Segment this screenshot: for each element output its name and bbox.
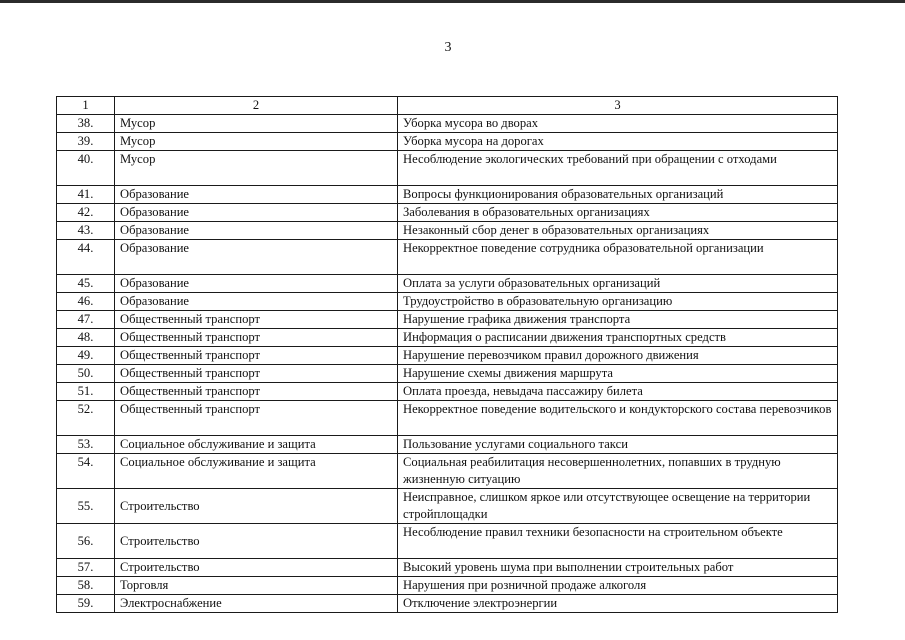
- row-topic-cell: Социальная реабилитация несовершеннолетних, попавших в трудную жизненную ситуацию: [398, 454, 838, 489]
- column-header-category: 2: [115, 97, 398, 115]
- column-header-number: 1: [57, 97, 115, 115]
- row-number-cell: 49.: [57, 347, 115, 365]
- row-category-cell: Мусор: [115, 133, 398, 151]
- row-topic-cell: Некорректное поведение сотрудника образовательной организации: [398, 240, 838, 275]
- row-number-cell: 46.: [57, 293, 115, 311]
- row-number-cell: 53.: [57, 436, 115, 454]
- row-topic-cell: Вопросы функционирования образовательных организаций: [398, 186, 838, 204]
- table-row: [57, 204, 838, 222]
- table-row: [57, 559, 838, 577]
- row-category-cell: Электроснабжение: [115, 595, 398, 613]
- row-number-cell: 38.: [57, 115, 115, 133]
- page-number: 3: [444, 40, 452, 55]
- table-row: [57, 151, 838, 186]
- row-category-cell: Общественный транспорт: [115, 347, 398, 365]
- row-category-cell: Образование: [115, 222, 398, 240]
- table-row: [57, 222, 838, 240]
- table-row: [57, 454, 838, 489]
- row-topic-cell: Высокий уровень шума при выполнении строительных работ: [398, 559, 838, 577]
- row-category-cell: Социальное обслуживание и защита: [115, 436, 398, 454]
- row-category-cell: Общественный транспорт: [115, 365, 398, 383]
- row-category-cell: Общественный транспорт: [115, 383, 398, 401]
- row-category-cell: Образование: [115, 275, 398, 293]
- row-category-cell: Общественный транспорт: [115, 329, 398, 347]
- row-number-cell: 48.: [57, 329, 115, 347]
- row-topic-cell: Оплата проезда, невыдача пассажиру билета: [398, 383, 838, 401]
- table-row: [57, 133, 838, 151]
- page-top-edge: [0, 0, 905, 3]
- row-topic-cell: Пользование услугами социального такси: [398, 436, 838, 454]
- row-topic-cell: Несоблюдение правил техники безопасности на строительном объекте: [398, 524, 838, 559]
- row-number-cell: 41.: [57, 186, 115, 204]
- row-category-cell: Строительство: [115, 559, 398, 577]
- row-category-cell: Социальное обслуживание и защита: [115, 454, 398, 489]
- row-number-cell: 51.: [57, 383, 115, 401]
- table-row: [57, 347, 838, 365]
- row-category-cell: Строительство: [115, 489, 398, 524]
- table-row: [57, 383, 838, 401]
- table-row: [57, 311, 838, 329]
- table-row: [57, 365, 838, 383]
- table-row: [57, 275, 838, 293]
- row-topic-cell: Информация о расписании движения транспортных средств: [398, 329, 838, 347]
- table-row: [57, 293, 838, 311]
- document-table: [56, 96, 838, 613]
- row-category-cell: Образование: [115, 293, 398, 311]
- column-header-topic: 3: [398, 97, 838, 115]
- table-row: [57, 489, 838, 524]
- row-number-cell: 44.: [57, 240, 115, 275]
- row-category-cell: Образование: [115, 186, 398, 204]
- table-header-row: [57, 97, 838, 115]
- row-number-cell: 47.: [57, 311, 115, 329]
- row-number-cell: 59.: [57, 595, 115, 613]
- row-number-cell: 55.: [57, 489, 115, 524]
- row-number-cell: 45.: [57, 275, 115, 293]
- row-topic-cell: Некорректное поведение водительского и кондукторского состава перевозчиков: [398, 401, 838, 436]
- row-topic-cell: Трудоустройство в образовательную организацию: [398, 293, 838, 311]
- row-number-cell: 42.: [57, 204, 115, 222]
- row-number-cell: 52.: [57, 401, 115, 436]
- row-number-cell: 40.: [57, 151, 115, 186]
- row-topic-cell: Неисправное, слишком яркое или отсутствующее освещение на территории стройплощадки: [398, 489, 838, 524]
- table-row: [57, 577, 838, 595]
- row-number-cell: 50.: [57, 365, 115, 383]
- table-row: [57, 401, 838, 436]
- table-row: [57, 186, 838, 204]
- row-number-cell: 57.: [57, 559, 115, 577]
- row-number-cell: 56.: [57, 524, 115, 559]
- row-topic-cell: Нарушение перевозчиком правил дорожного движения: [398, 347, 838, 365]
- row-category-cell: Мусор: [115, 151, 398, 186]
- row-category-cell: Строительство: [115, 524, 398, 559]
- row-category-cell: Образование: [115, 240, 398, 275]
- row-topic-cell: Заболевания в образовательных организациях: [398, 204, 838, 222]
- row-number-cell: 43.: [57, 222, 115, 240]
- table-row: [57, 329, 838, 347]
- table-row: [57, 115, 838, 133]
- row-topic-cell: Нарушения при розничной продаже алкоголя: [398, 577, 838, 595]
- table-row: [57, 524, 838, 559]
- row-category-cell: Общественный транспорт: [115, 311, 398, 329]
- row-number-cell: 54.: [57, 454, 115, 489]
- row-number-cell: 58.: [57, 577, 115, 595]
- row-topic-cell: Уборка мусора во дворах: [398, 115, 838, 133]
- row-category-cell: Торговля: [115, 577, 398, 595]
- row-topic-cell: Незаконный сбор денег в образовательных организациях: [398, 222, 838, 240]
- row-topic-cell: Нарушение графика движения транспорта: [398, 311, 838, 329]
- table-row: [57, 436, 838, 454]
- row-topic-cell: Нарушение схемы движения маршрута: [398, 365, 838, 383]
- row-category-cell: Мусор: [115, 115, 398, 133]
- row-topic-cell: Уборка мусора на дорогах: [398, 133, 838, 151]
- row-topic-cell: Несоблюдение экологических требований при обращении с отходами: [398, 151, 838, 186]
- row-topic-cell: Оплата за услуги образовательных организаций: [398, 275, 838, 293]
- table-body: [57, 115, 838, 613]
- table-row: [57, 240, 838, 275]
- row-number-cell: 39.: [57, 133, 115, 151]
- table-row: [57, 595, 838, 613]
- row-category-cell: Общественный транспорт: [115, 401, 398, 436]
- row-topic-cell: Отключение электроэнергии: [398, 595, 838, 613]
- row-category-cell: Образование: [115, 204, 398, 222]
